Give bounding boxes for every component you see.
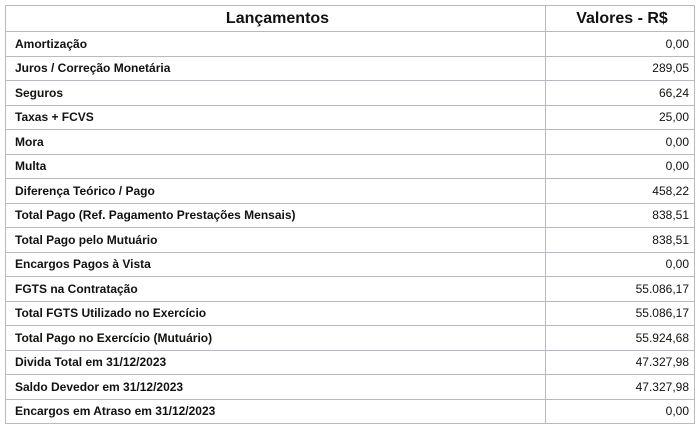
row-value: 47.327,98: [546, 375, 695, 400]
table-row: [6, 326, 695, 351]
table-row: [6, 32, 695, 57]
row-value: 0,00: [546, 399, 695, 424]
row-value: 289,05: [546, 56, 695, 81]
row-value: 55.924,68: [546, 326, 695, 351]
table-header-row: [6, 6, 695, 32]
header-description: Lançamentos: [6, 6, 546, 32]
row-value: 55.086,17: [546, 301, 695, 326]
row-value: 838,51: [546, 228, 695, 253]
row-label: Total FGTS Utilizado no Exercício: [6, 301, 546, 326]
table-row: [6, 252, 695, 277]
table-row: [6, 277, 695, 302]
row-value: 458,22: [546, 179, 695, 204]
table-row: [6, 301, 695, 326]
row-label: Taxas + FCVS: [6, 105, 546, 130]
table-row: [6, 375, 695, 400]
table-row: [6, 399, 695, 424]
row-label: Total Pago (Ref. Pagamento Prestações Mensais): [6, 203, 546, 228]
row-label: Total Pago no Exercício (Mutuário): [6, 326, 546, 351]
row-label: Saldo Devedor em 31/12/2023: [6, 375, 546, 400]
table-row: [6, 154, 695, 179]
row-value: 55.086,17: [546, 277, 695, 302]
row-value: 0,00: [546, 154, 695, 179]
row-value: 0,00: [546, 252, 695, 277]
row-label: Encargos Pagos à Vista: [6, 252, 546, 277]
row-label: Encargos em Atraso em 31/12/2023: [6, 399, 546, 424]
row-label: Seguros: [6, 81, 546, 106]
header-value: Valores - R$: [546, 6, 695, 32]
table-row: [6, 130, 695, 155]
row-label: Mora: [6, 130, 546, 155]
row-label: Multa: [6, 154, 546, 179]
row-value: 838,51: [546, 203, 695, 228]
row-value: 66,24: [546, 81, 695, 106]
row-label: Diferença Teórico / Pago: [6, 179, 546, 204]
statement-table: [5, 5, 695, 424]
table-row: [6, 56, 695, 81]
row-label: Total Pago pelo Mutuário: [6, 228, 546, 253]
table-row: [6, 179, 695, 204]
table-row: [6, 203, 695, 228]
row-value: 25,00: [546, 105, 695, 130]
row-label: FGTS na Contratação: [6, 277, 546, 302]
table-row: [6, 350, 695, 375]
table-row: [6, 105, 695, 130]
row-value: 0,00: [546, 32, 695, 57]
row-value: 47.327,98: [546, 350, 695, 375]
row-value: 0,00: [546, 130, 695, 155]
table-row: [6, 81, 695, 106]
row-label: Amortização: [6, 32, 546, 57]
row-label: Divida Total em 31/12/2023: [6, 350, 546, 375]
row-label: Juros / Correção Monetária: [6, 56, 546, 81]
table-row: [6, 228, 695, 253]
